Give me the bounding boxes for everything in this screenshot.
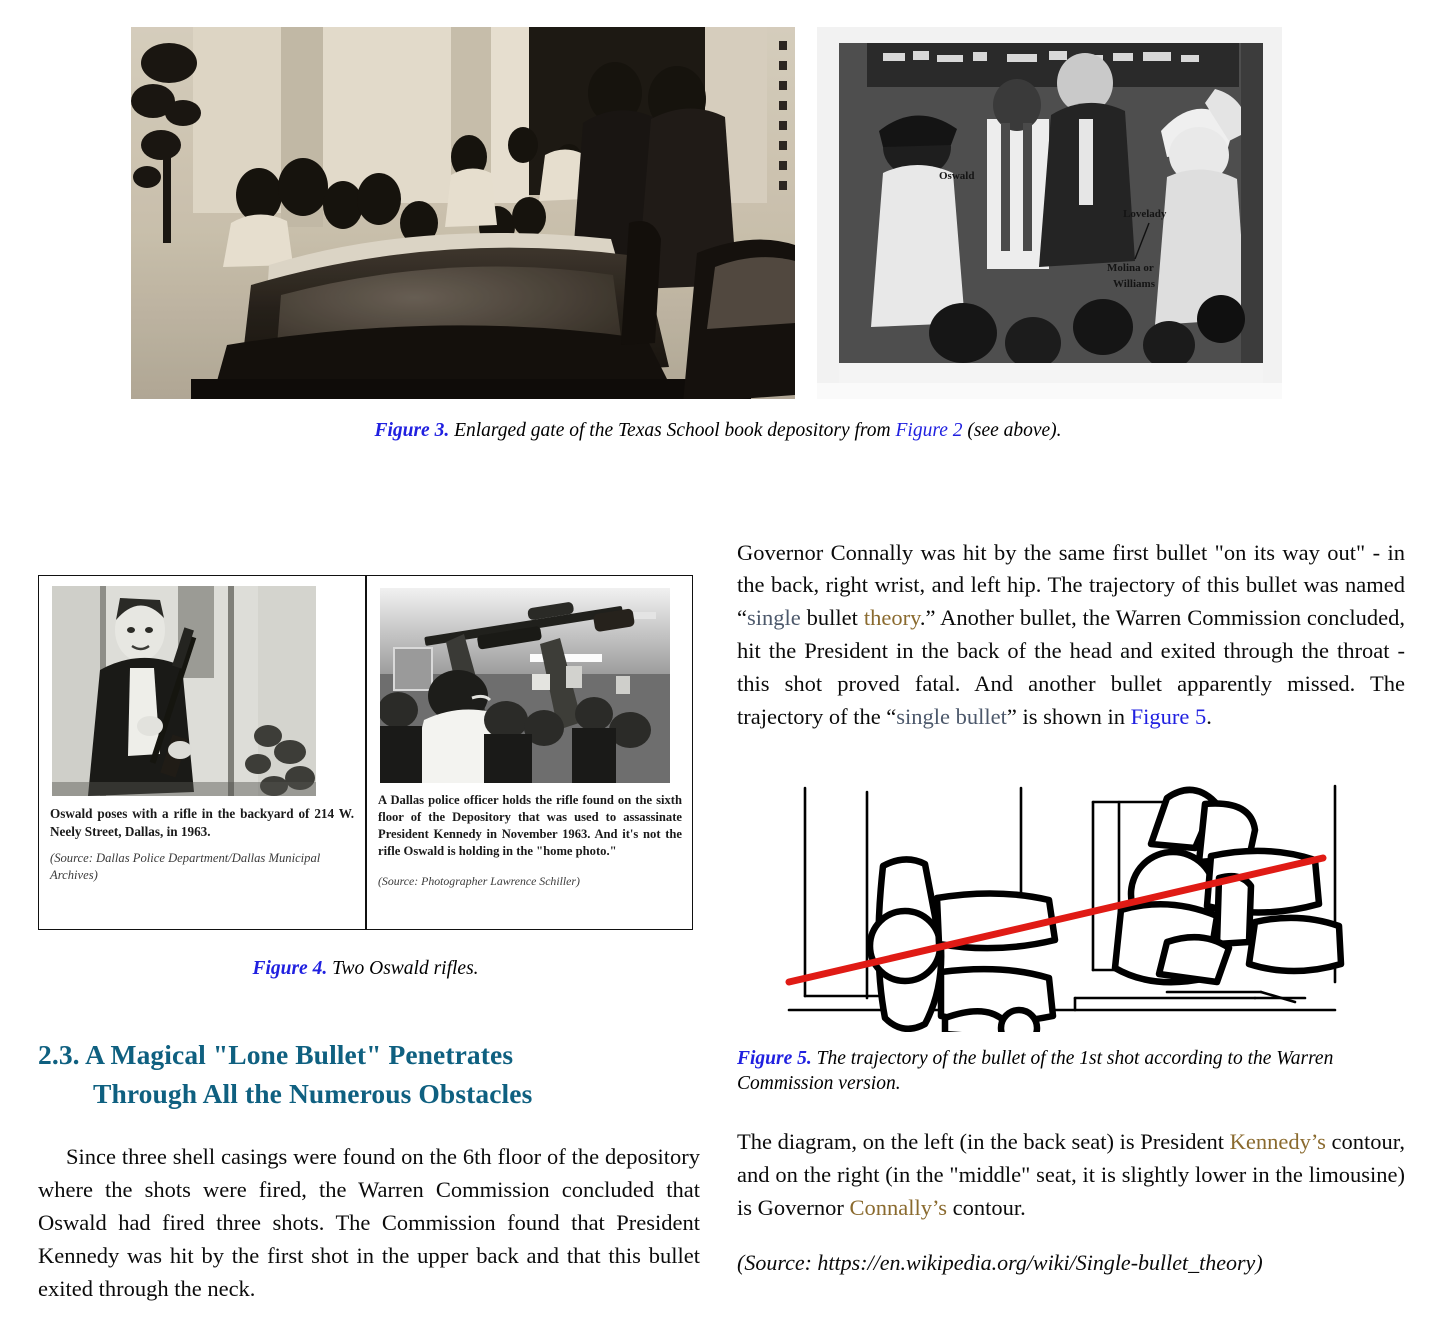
rp2-seg3: contour. <box>947 1194 1026 1220</box>
left-column <box>38 575 698 1328</box>
motorcade-photo-graphic <box>131 27 795 399</box>
figure4-frame <box>38 575 693 930</box>
rp2-connally-term: Connally’s <box>849 1194 947 1220</box>
right-body-paragraph-2 <box>737 1126 1405 1225</box>
police-photo-body: A Dallas police officer holds the rifle found on the sixth floor of the Depository that was used to assassinate President Kennedy in November 1963. And it's not the rifle Oswald is holding in the "home photo." <box>378 793 682 859</box>
rp1-theory-term: theory <box>863 605 920 631</box>
wikipedia-source-line: (Source: https://en.wikipedia.org/wiki/Single-bullet_theory) <box>737 1250 1263 1276</box>
oswald-backyard-photo <box>52 586 316 796</box>
rp2-kennedy-term: Kennedy’s <box>1229 1129 1326 1155</box>
oswald-photo-body: Oswald poses with a rifle in the backyard of 214 W. Neely Street, Dallas, in 1963. <box>50 806 354 839</box>
left-body-paragraph: Since three shell casings were found on the 6th floor of the depository where the shots were fired, the Warren Commission concluded that Oswald had fired three shots. The Commission found that President Kennedy was hit by the first shot in the upper back and that this bullet exited through the neck. <box>38 1144 700 1301</box>
figure4-label: Figure 4. <box>252 958 328 979</box>
section-heading <box>38 1035 678 1113</box>
figure2-crossref[interactable]: Figure 2 <box>895 420 963 441</box>
rp1-seg1: Governor Connally was hit by the same first bullet "on its way out" - in the back, right wrist, and left hip. The trajectory of this bullet was named “ <box>737 539 1405 631</box>
rp1-seg2: bullet <box>800 605 864 631</box>
figure4-right-panel <box>367 576 693 929</box>
police-rifle-photo <box>380 588 670 783</box>
annotation-molina: Molina or <box>1107 262 1154 274</box>
figure4-left-panel <box>39 576 365 929</box>
figure5-caption <box>737 1046 1405 1097</box>
right-body-paragraph-1 <box>737 537 1405 734</box>
figure3-caption <box>0 418 1436 443</box>
rp1-seg4: ” is shown in <box>1006 703 1131 729</box>
bullet-trajectory-graphic <box>775 770 1353 1032</box>
oswald-backyard-graphic <box>52 586 316 796</box>
rp1-seg3: .” Another bullet, the Warren Commission concluded, hit the President in the back of the head and exited through the throat - this shot proved fatal. And another bullet apparently missed. The trajectory of the “ <box>737 605 1405 729</box>
annotation-oswald: Oswald <box>939 170 975 182</box>
depository-gate-photo <box>817 27 1282 399</box>
rp1-seg5: . <box>1206 703 1212 729</box>
right-column <box>737 514 1405 1279</box>
figure4-caption-text: Two Oswald rifles. <box>327 958 479 979</box>
figure3-caption-text-b: (see above). <box>962 420 1062 441</box>
rp1-single-term: single <box>747 605 801 631</box>
figure3-caption-text-a: Enlarged gate of the Texas School book depository from <box>449 420 896 441</box>
rp1-single-bullet-term: single bullet <box>896 703 1007 729</box>
figure3-block <box>0 0 1436 465</box>
figure5-caption-text: The trajectory of the bullet of the 1st shot according to the Warren Commission version. <box>737 1047 1334 1094</box>
figure5-label: Figure 5. <box>737 1047 812 1069</box>
police-rifle-graphic <box>380 588 670 783</box>
section-heading-line1: 2.3. A Magical "Lone Bullet" Penetrates <box>38 1039 514 1071</box>
depository-gate-graphic <box>817 27 1282 399</box>
figure5-crossref[interactable]: Figure 5 <box>1130 703 1207 729</box>
rp2-seg1: The diagram, on the left (in the back seat) is President <box>737 1129 1230 1155</box>
oswald-photo-source: (Source: Dallas Police Department/Dallas Municipal Archives) <box>50 851 321 883</box>
rp2-seg2: contour, and on the right (in the "middle" seat, it is slightly lower in the limousine) is Governor <box>737 1129 1405 1220</box>
bullet-trajectory-diagram <box>775 770 1353 1032</box>
police-photo-source: (Source: Photographer Lawrence Schiller) <box>378 873 580 888</box>
annotation-lovelady: Lovelady <box>1123 208 1167 220</box>
annotation-williams: Williams <box>1113 278 1155 290</box>
figure3-label: Figure 3. <box>374 420 450 441</box>
motorcade-photo <box>131 27 795 399</box>
figure4-caption <box>38 956 693 981</box>
section-heading-line2: Through All the Numerous Obstacles <box>93 1078 533 1110</box>
